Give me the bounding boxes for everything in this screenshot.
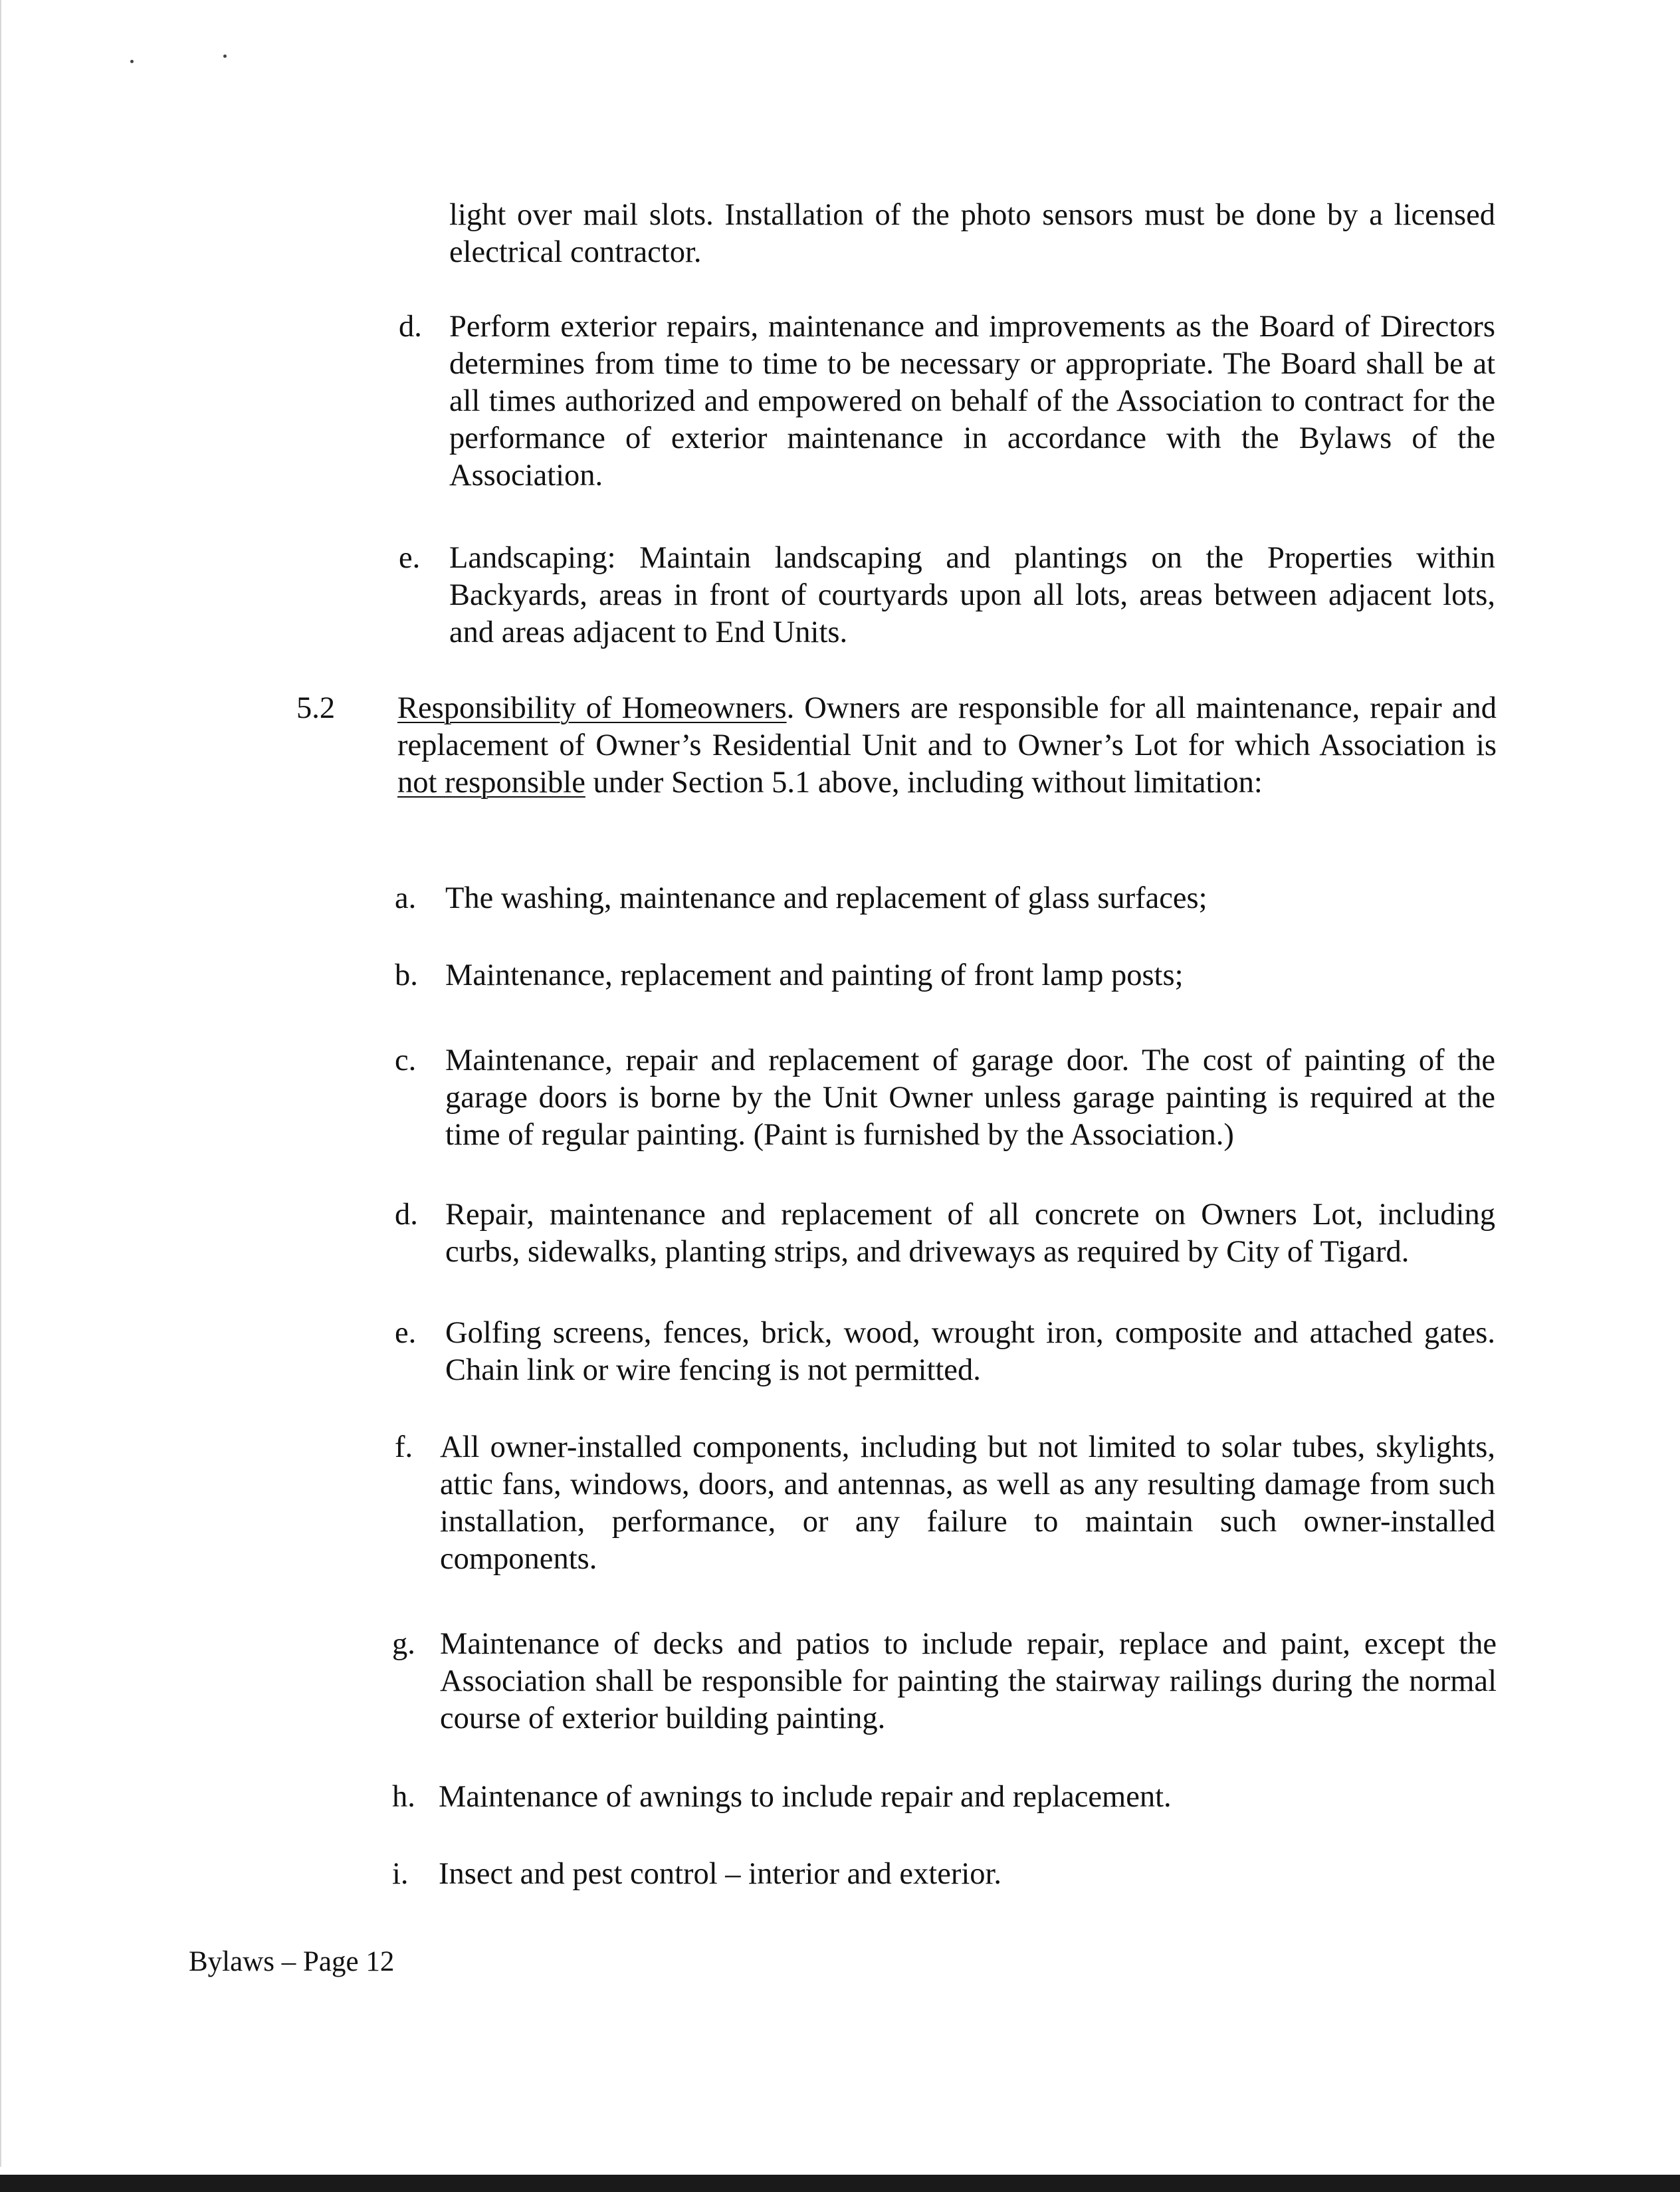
item-text: All owner-installed components, including but not limited to solar tubes, skylights, attic fans, windows, doors, and antennas, as well as any resulting damage from such installation, performance, or any failure to maintain such owner-installed components. [440, 1430, 1495, 1576]
item-letter: d. [399, 310, 422, 344]
section-heading: Responsibility of Homeowners [397, 691, 787, 725]
item-text: Perform exterior repairs, maintenance and improvements as the Board of Directors determines from time to time to be necessary or appropriate. The Board shall be at all times authorized and empowered on behalf of the Association to contract for the performance of exterior maintenance in accordance with the Bylaws of the Association. [449, 310, 1495, 493]
scan-speck [130, 60, 134, 63]
item-text: Insect and pest control – interior and exterior. [439, 1857, 1002, 1891]
item-text: Golfing screens, fences, brick, wood, wrought iron, composite and attached gates. Chain link or wire fencing is not permitted. [445, 1316, 1495, 1387]
scan-left-edge [0, 0, 1, 2167]
item-letter: d. [395, 1198, 418, 1232]
item-text: Landscaping: Maintain landscaping and plantings on the Properties within Backyards, areas in front of courtyards upon all lots, areas between adjacent lots, and areas adjacent to End Units. [449, 541, 1495, 649]
item-letter: h. [392, 1780, 415, 1814]
section-5-2-paragraph [397, 690, 1497, 802]
item-text: The washing, maintenance and replacement of glass surfaces; [445, 881, 1208, 915]
item-text: Maintenance, repair and replacement of garage door. The cost of painting of the garage doors is borne by the Unit Owner unless garage painting is required at the time of regular painting. (Paint is furnished by the Association.) [445, 1043, 1495, 1152]
item-letter: i. [392, 1857, 409, 1891]
continuation-paragraph: light over mail slots. Installation of the photo sensors must be done by a licensed electrical contractor. [449, 198, 1495, 269]
item-letter: a. [395, 881, 417, 915]
section-emphasis: not responsible [397, 766, 585, 800]
section-body-end: under Section 5.1 above, including without limitation: [585, 766, 1263, 800]
page-footer: Bylaws – Page 12 [189, 1946, 395, 1977]
item-text: Maintenance of awnings to include repair and replacement. [439, 1780, 1172, 1814]
item-text: Maintenance, replacement and painting of front lamp posts; [445, 958, 1184, 992]
item-letter: g. [392, 1627, 415, 1661]
item-letter: c. [395, 1043, 417, 1077]
scan-bottom-bar [0, 2175, 1680, 2192]
item-letter: e. [395, 1316, 417, 1350]
item-letter: b. [395, 958, 418, 992]
item-text: Repair, maintenance and replacement of all concrete on Owners Lot, including curbs, sidewalks, planting strips, and driveways as required by City of Tigard. [445, 1198, 1495, 1269]
scan-speck [223, 55, 227, 58]
item-text: Maintenance of decks and patios to include repair, replace and paint, except the Association shall be responsible for painting the stairway railings during the normal course of exterior building painting. [440, 1627, 1497, 1735]
section-body: . Owners are responsible for all maintenance, repair and replacement of Owner’s Residential Unit and to Owner’s Lot for which Association is [397, 691, 1497, 762]
item-letter: f. [395, 1430, 413, 1464]
item-letter: e. [399, 541, 421, 575]
section-number: 5.2 [296, 691, 336, 725]
